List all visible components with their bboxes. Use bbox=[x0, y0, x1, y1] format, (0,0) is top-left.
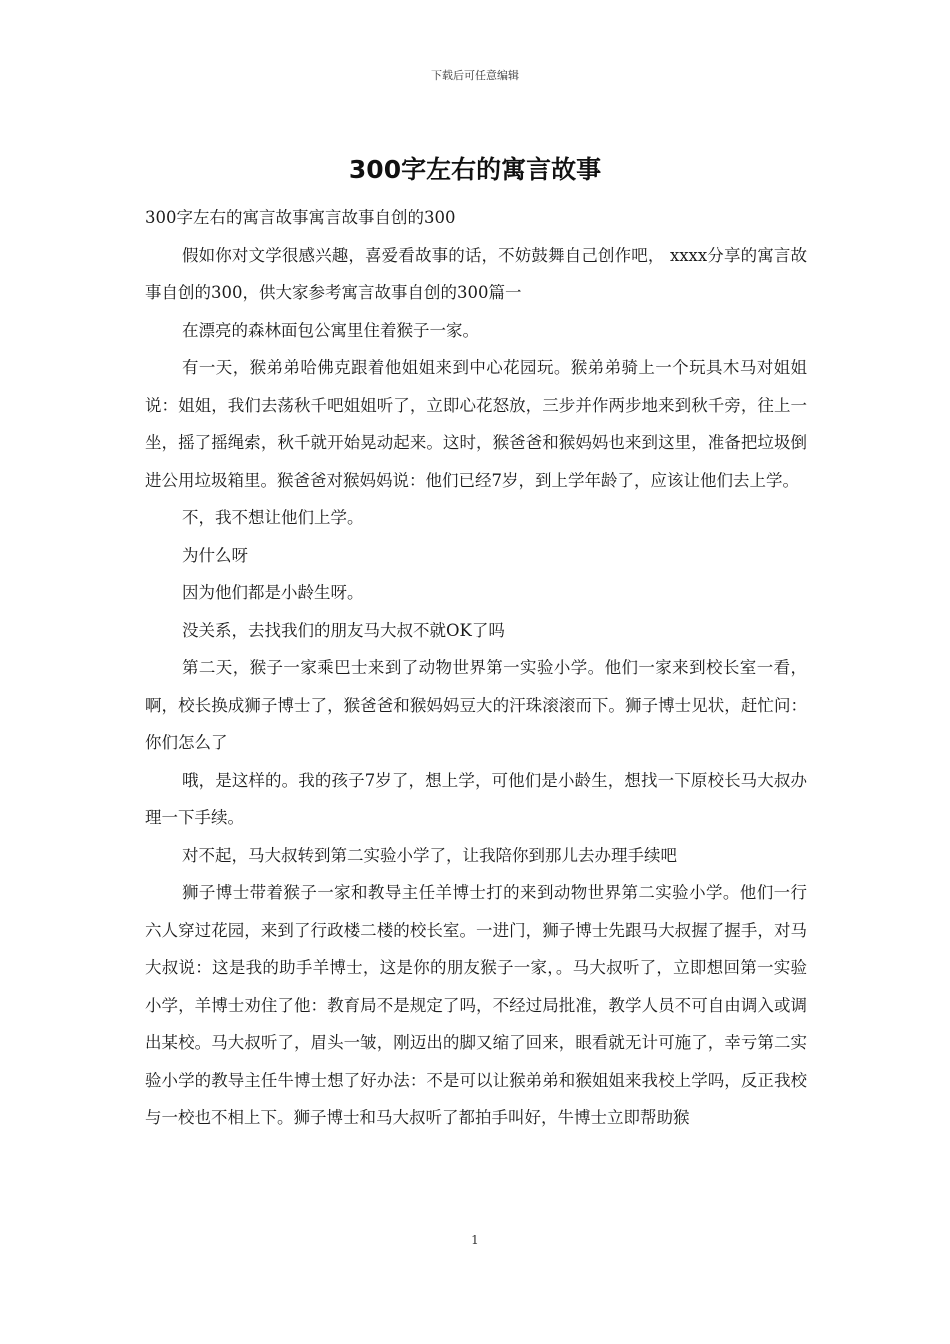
paragraph: 哦，是这样的。我的孩子7岁了，想上学，可他们是小龄生，想找一下原校长马大叔办理一下手续。 bbox=[145, 770, 807, 827]
document-body bbox=[145, 199, 807, 1137]
page-header-note: 下载后可任意编辑 bbox=[431, 69, 519, 82]
paragraph: 为什么呀 bbox=[182, 545, 248, 565]
paragraph: 第二天，猴子一家乘巴士来到了动物世界第一实验小学。他们一家来到校长室一看，啊，校长换成狮子博士了，猴爸爸和猴妈妈豆大的汗珠滚滚而下。狮子博士见状，赶忙问：你们怎么了 bbox=[145, 658, 807, 752]
paragraph: 没关系，去找我们的朋友马大叔不就OK了吗 bbox=[182, 620, 505, 640]
paragraph: 有一天，猴弟弟哈佛克跟着他姐姐来到中心花园玩。猴弟弟骑上一个玩具木马对姐姐说：姐姐，我们去荡秋千吧姐姐听了，立即心花怒放，三步并作两步地来到秋千旁，往上一坐，摇了摇绳索，秋千就开始晃动起来。这时，猴爸爸和猴妈妈也来到这里，准备把垃圾倒进公用垃圾箱里。猴爸爸对猴妈妈说：他们已经7岁，到上学年龄了，应该让他们去上学。 bbox=[145, 358, 807, 490]
paragraph: 在漂亮的森林面包公寓里住着猴子一家。 bbox=[182, 320, 479, 340]
paragraph: 不，我不想让他们上学。 bbox=[182, 508, 364, 527]
document-title: 300字左右的寓言故事 bbox=[348, 155, 602, 184]
paragraph: 假如你对文学很感兴趣，喜爱看故事的话，不妨鼓舞自己创作吧， xxxx分享的寓言故事自创的300，供大家参考寓言故事自创的300篇一 bbox=[145, 245, 807, 302]
paragraph: 对不起，马大叔转到第二实验小学了，让我陪你到那儿去办理手续吧 bbox=[182, 845, 677, 865]
paragraph: 狮子博士带着猴子一家和教导主任羊博士打的来到动物世界第二实验小学。他们一行六人穿过花园，来到了行政楼二楼的校长室。一进门，狮子博士先跟马大叔握了握手，对马大叔说：这是我的助手羊博士，这是你的朋友猴子一家，。马大叔听了，立即想回第一实验小学，羊博士劝住了他：教育局不是规定了吗，不经过局批准，教学人员不可自由调入或调出某校。马大叔听了，眉头一皱，刚迈出的脚又缩了回来，眼看就无计可施了，幸亏第二实验小学的教导主任牛博士想了好办法：不是可以让猴弟弟和猴姐姐来我校上学吗，反正我校与一校也不相上下。狮子博士和马大叔听了都拍手叫好，牛博士立即帮助猴 bbox=[145, 883, 807, 1127]
paragraph-subtitle: 300字左右的寓言故事寓言故事自创的300 bbox=[145, 208, 456, 227]
page-number: 1 bbox=[471, 1233, 479, 1247]
paragraph: 因为他们都是小龄生呀。 bbox=[182, 583, 364, 602]
